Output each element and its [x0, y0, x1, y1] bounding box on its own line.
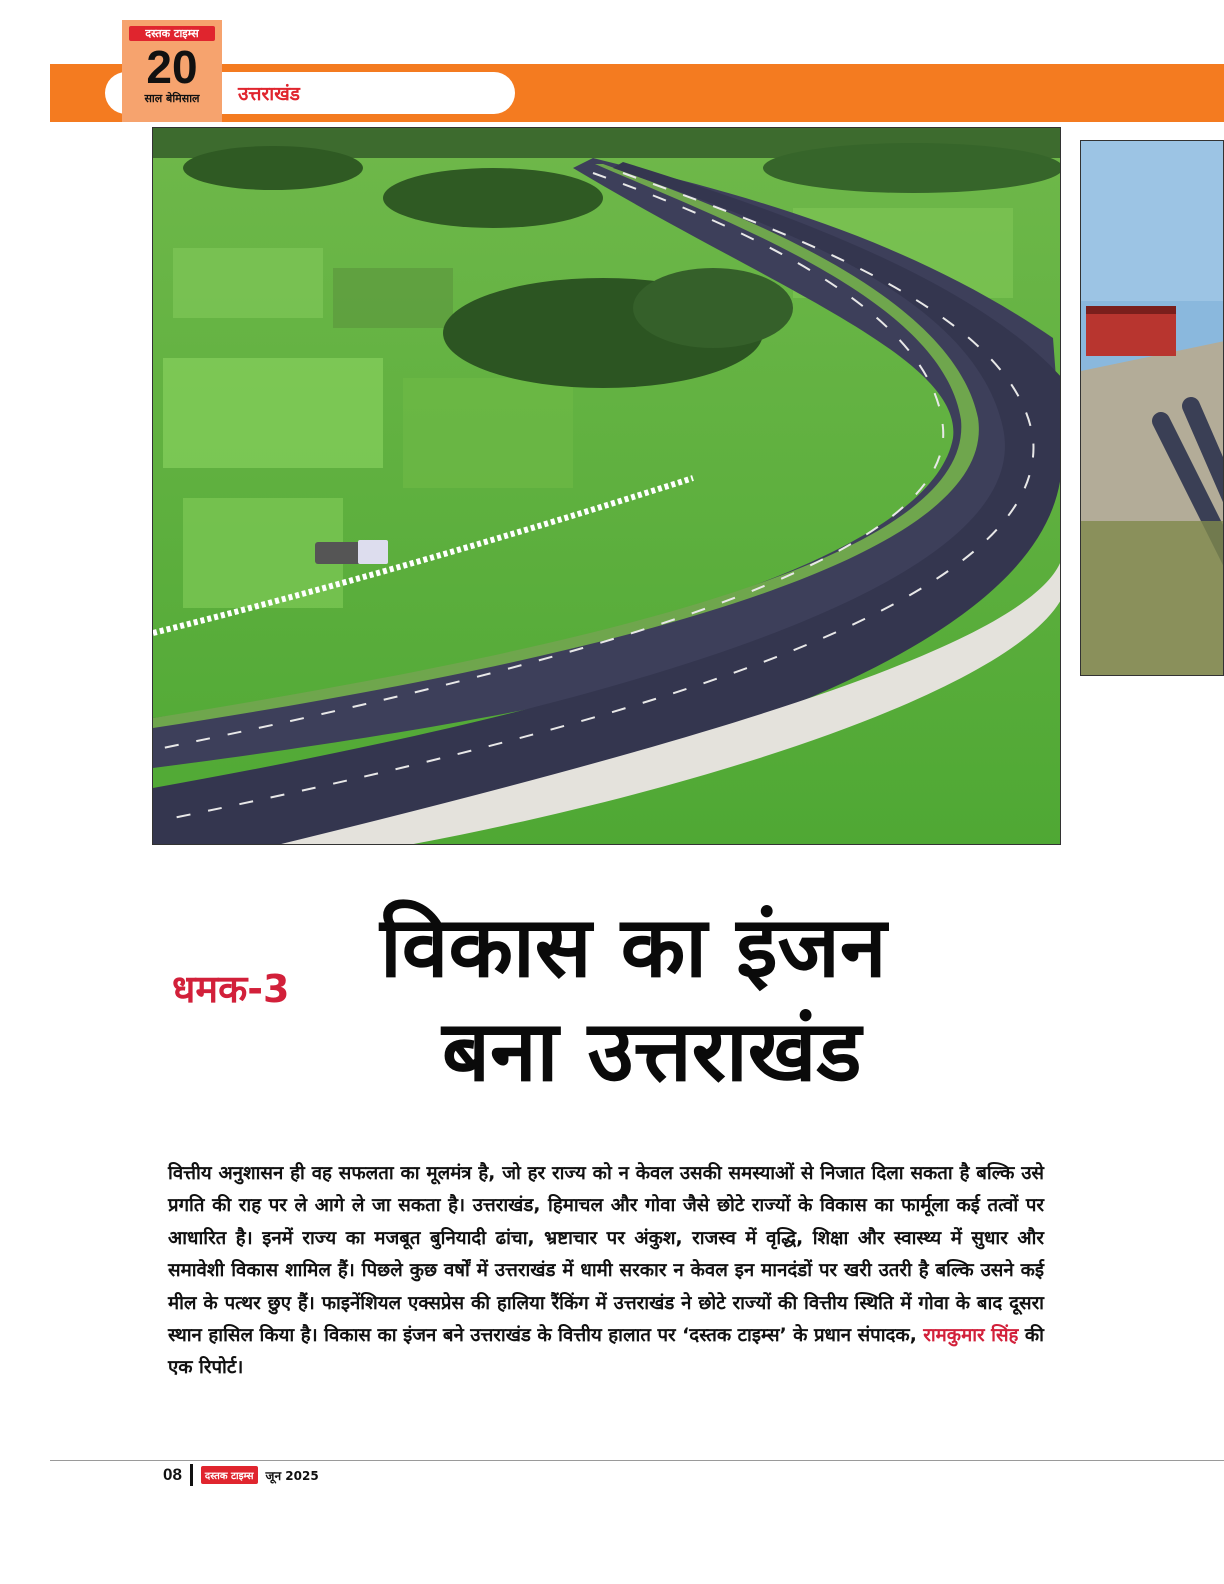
footer-divider — [190, 1464, 193, 1486]
article-kicker: धमक-3 — [172, 967, 290, 1011]
article-headline — [380, 895, 1100, 1103]
article-intro — [168, 1158, 1044, 1385]
dam-pipelines-photo — [1080, 140, 1224, 676]
badge-subtitle: साल बेमिसाल — [144, 92, 200, 105]
badge-brand-logo: दस्तक टाइम्स — [129, 26, 215, 41]
page-number: 08 — [163, 1465, 182, 1484]
badge-number: 20 — [146, 41, 198, 93]
section-label: उत्तराखंड — [238, 83, 300, 105]
expressway-aerial-photo — [152, 127, 1061, 845]
anniversary-badge — [122, 20, 222, 122]
intro-text-end: की एक रिपोर्ट। — [168, 1325, 1044, 1379]
headline-line-1: विकास का इंजन — [380, 898, 887, 996]
footer-rule — [50, 1460, 1224, 1461]
author-name: रामकुमार सिंह — [923, 1325, 1019, 1347]
page-footer — [163, 1463, 319, 1487]
headline-line-2: बना उत्तराखंड — [442, 1002, 862, 1100]
footer-brand-logo: दस्तक टाइम्स — [201, 1466, 258, 1484]
intro-text: वित्तीय अनुशासन ही वह सफलता का मूलमंत्र है, जो हर राज्य को न केवल उसकी समस्याओं से निजात दिला सकता है बल्कि उसे प्रगति की राह पर ले आगे ले जा सकता है। उत्तराखंड, हिमाचल और गोवा जैसे छोटे राज्यों के विकास का फार्मूला कई तत्वों पर आधारित है। इनमें राज्य का मजबूत बुनियादी ढांचा, भ्रष्टाचार पर अंकुश, राजस्व में वृद्धि, शिक्षा और स्वास्थ्य में सुधार और समावेशी विकास शामिल हैं। पिछले कुछ वर्षों में उत्तराखंड में धामी सरकार न केवल इन मानदंडों पर खरी उतरी है बल्कि उसने कई मील के पत्थर छुए हैं। फाइनेंशियल एक्सप्रेस की हालिया रैंकिंग में उत्तराखंड ने छोटे राज्यों की वित्तीय स्थिति में गोवा के बाद दूसरा स्थान हासिल किया है। विकास का इंजन बने उत्तराखंड के वित्तीय हालात पर ‘दस्तक टाइम्स’ के प्रधान संपादक, — [168, 1163, 1044, 1347]
issue-date: जून 2025 — [265, 1468, 319, 1483]
